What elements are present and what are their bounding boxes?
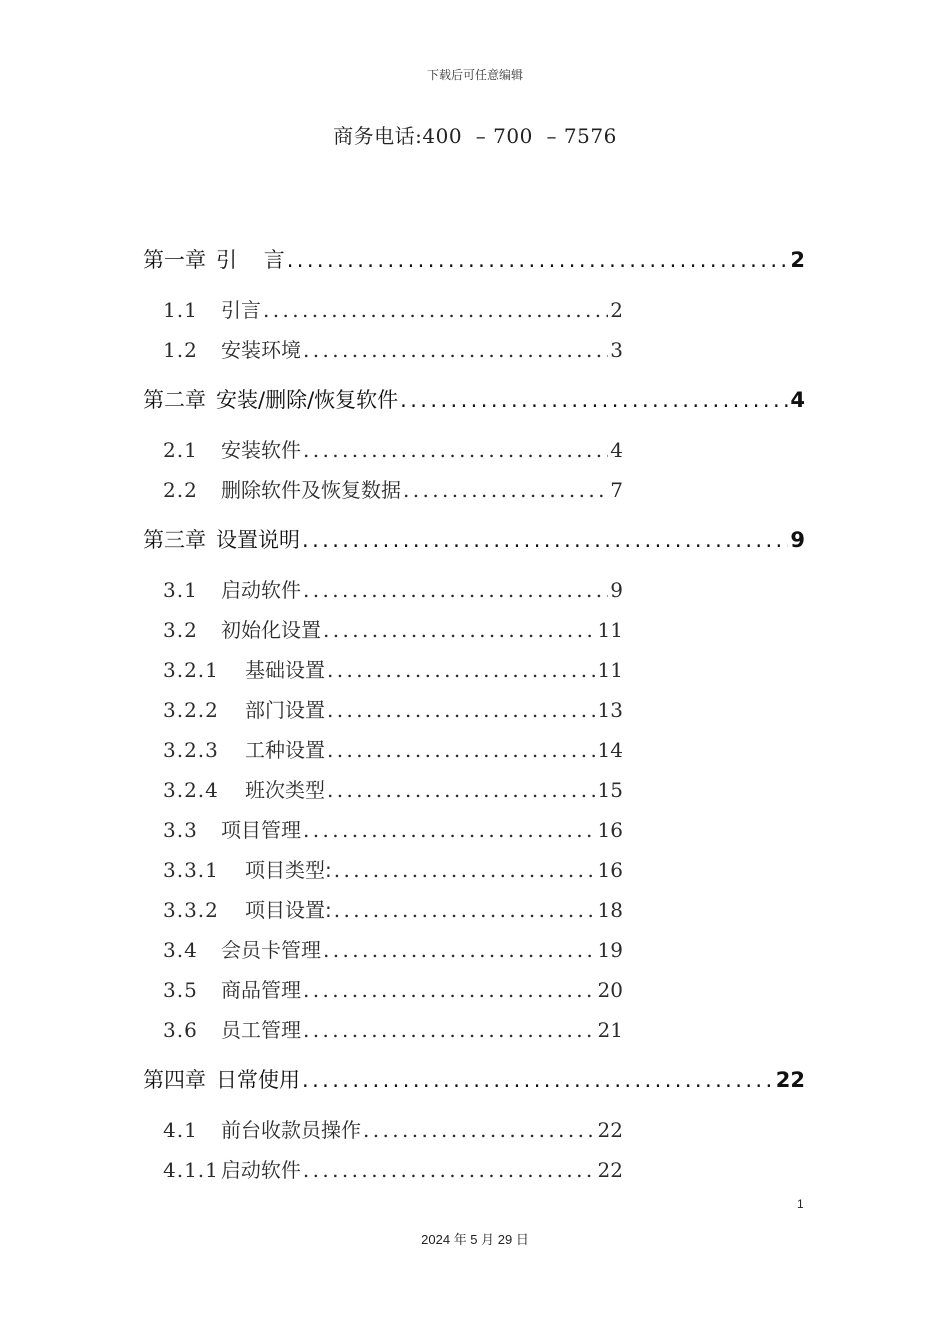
toc-entry-title: 前台收款员操作 xyxy=(221,1118,361,1142)
toc-entry-title: 工种设置 xyxy=(245,738,325,762)
toc-page-number: 9 xyxy=(610,578,623,602)
toc-entry-label xyxy=(143,384,398,414)
toc-entry-label xyxy=(163,1114,361,1143)
toc-leader-dots xyxy=(302,528,788,552)
footer-date: 2024 年 5 月 29 日 xyxy=(421,1232,529,1247)
business-phone: 商务电话:400 – 700 – 7576 xyxy=(333,124,617,148)
toc-entry-number: 3.2.3 xyxy=(163,738,219,762)
toc-entry-number: 4.1.1 xyxy=(163,1158,219,1182)
toc-entry-label xyxy=(163,474,401,503)
toc-chapter-entry[interactable] xyxy=(143,524,805,554)
toc-leader-dots xyxy=(334,898,596,922)
toc-entry-label xyxy=(143,1064,300,1094)
toc-entry-label xyxy=(163,1014,301,1043)
toc-page-number: 11 xyxy=(597,658,623,682)
toc-entry-number: 1.1 xyxy=(163,298,198,322)
toc-leader-dots xyxy=(323,618,596,642)
toc-entry-label xyxy=(163,974,301,1003)
toc-entry-number: 3.5 xyxy=(163,978,198,1002)
toc-page-number: 13 xyxy=(597,698,623,722)
toc-leader-dots xyxy=(302,1068,774,1092)
toc-section-entry[interactable] xyxy=(163,854,623,883)
toc-entry-title: 项目管理 xyxy=(221,818,301,842)
toc-entry-label xyxy=(163,1154,301,1183)
toc-entry-title: 安装/删除/恢复软件 xyxy=(216,388,399,412)
toc-entry-label xyxy=(163,894,332,923)
header-note: 下载后可任意编辑 xyxy=(426,68,523,82)
toc-entry-number: 第一章 xyxy=(143,248,206,272)
toc-entry-title: 部门设置 xyxy=(245,698,325,722)
toc-entry-label xyxy=(163,854,332,883)
toc-entry-number: 3.4 xyxy=(163,938,198,962)
toc-leader-dots xyxy=(323,938,596,962)
toc-entry-number: 第二章 xyxy=(143,388,206,412)
toc-entry-title: 班次类型 xyxy=(245,778,325,802)
toc-leader-dots xyxy=(334,858,596,882)
toc-entry-number: 3.3.1 xyxy=(163,858,219,882)
toc-entry-number: 3.2 xyxy=(163,618,198,642)
toc-page-number: 14 xyxy=(597,738,623,762)
toc-entry-title: 删除软件及恢复数据 xyxy=(221,478,401,502)
toc-entry-title: 项目类型: xyxy=(245,858,332,882)
toc-chapter-entry[interactable] xyxy=(143,244,805,274)
page-number: 1 xyxy=(797,1197,804,1211)
toc-chapter-entry[interactable] xyxy=(143,1064,805,1094)
toc-entry-label xyxy=(163,694,325,723)
toc-page-number: 4 xyxy=(610,438,623,462)
toc-leader-dots xyxy=(327,738,596,762)
toc-entry-title: 日常使用 xyxy=(216,1068,300,1092)
toc-leader-dots xyxy=(303,1018,596,1042)
toc-section-entry[interactable] xyxy=(163,334,623,363)
toc-entry-label xyxy=(163,434,301,463)
toc-entry-number: 2.1 xyxy=(163,438,198,462)
toc-page-number: 11 xyxy=(597,618,623,642)
toc-section-entry[interactable] xyxy=(163,974,623,1003)
toc-leader-dots xyxy=(400,388,788,412)
toc-entry-title: 项目设置: xyxy=(245,898,332,922)
toc-section-entry[interactable] xyxy=(163,814,623,843)
toc-leader-dots xyxy=(327,778,596,802)
toc-section-entry[interactable] xyxy=(163,654,623,683)
toc-leader-dots xyxy=(287,248,789,272)
toc-entry-number: 3.1 xyxy=(163,578,198,602)
toc-page-number: 2 xyxy=(610,298,623,322)
toc-section-entry[interactable] xyxy=(163,1154,623,1183)
toc-entry-title: 引 言 xyxy=(216,248,285,272)
toc-entry-number: 2.2 xyxy=(163,478,198,502)
toc-section-entry[interactable] xyxy=(163,294,623,323)
toc-section-entry[interactable] xyxy=(163,474,623,503)
toc-page-number: 22 xyxy=(775,1068,805,1092)
toc-section-entry[interactable] xyxy=(163,614,623,643)
toc-entry-label xyxy=(163,614,321,643)
toc-section-entry[interactable] xyxy=(163,894,623,923)
toc-entry-number: 3.2.4 xyxy=(163,778,219,802)
toc-page-number: 22 xyxy=(597,1118,623,1142)
toc-leader-dots xyxy=(327,698,596,722)
toc-leader-dots xyxy=(303,438,608,462)
toc-entry-title: 基础设置 xyxy=(245,658,325,682)
toc-entry-number: 3.6 xyxy=(163,1018,198,1042)
toc-section-entry[interactable] xyxy=(163,774,623,803)
toc-page-number: 18 xyxy=(597,898,623,922)
toc-entry-number: 3.2.1 xyxy=(163,658,219,682)
toc-page-number: 19 xyxy=(597,938,623,962)
toc-entry-title: 初始化设置 xyxy=(221,618,321,642)
toc-leader-dots xyxy=(303,578,608,602)
toc-entry-label xyxy=(163,294,261,323)
toc-page-number: 2 xyxy=(790,248,805,272)
toc-page-number: 7 xyxy=(610,478,623,502)
toc-page-number: 20 xyxy=(597,978,623,1002)
toc-page-number: 15 xyxy=(597,778,623,802)
toc-entry-title: 启动软件 xyxy=(220,1158,301,1182)
toc-section-entry[interactable] xyxy=(163,434,623,463)
toc-section-entry[interactable] xyxy=(163,934,623,963)
toc-leader-dots xyxy=(403,478,608,502)
toc-entry-label xyxy=(163,574,301,603)
toc-page-number: 3 xyxy=(610,338,623,362)
toc-entry-number: 第四章 xyxy=(143,1068,206,1092)
toc-section-entry[interactable] xyxy=(163,734,623,763)
toc-entry-title: 启动软件 xyxy=(221,578,301,602)
toc-entry-label xyxy=(163,814,301,843)
toc-leader-dots xyxy=(303,338,608,362)
toc-entry-number: 3.2.2 xyxy=(163,698,219,722)
toc-page-number: 16 xyxy=(597,858,623,882)
toc-page-number: 21 xyxy=(597,1018,623,1042)
toc-entry-title: 安装软件 xyxy=(221,438,301,462)
toc-leader-dots xyxy=(263,298,608,322)
toc-page-number: 4 xyxy=(790,388,805,412)
toc-page-number: 16 xyxy=(597,818,623,842)
toc-leader-dots xyxy=(303,818,596,842)
toc-entry-title: 安装环境 xyxy=(221,338,301,362)
toc-section-entry[interactable] xyxy=(163,574,623,603)
toc-entry-title: 会员卡管理 xyxy=(221,938,321,962)
toc-entry-label xyxy=(163,334,301,363)
toc-entry-number: 第三章 xyxy=(143,528,206,552)
toc-leader-dots xyxy=(327,658,596,682)
toc-section-entry[interactable] xyxy=(163,694,623,723)
toc-entry-label xyxy=(163,934,321,963)
toc-section-entry[interactable] xyxy=(163,1114,623,1143)
toc-entry-title: 引言 xyxy=(221,298,261,322)
toc-entry-label xyxy=(163,734,325,763)
toc-leader-dots xyxy=(363,1118,596,1142)
toc-entry-label xyxy=(163,654,325,683)
toc-entry-number: 4.1 xyxy=(163,1118,198,1142)
toc-entry-number: 3.3 xyxy=(163,818,198,842)
toc-entry-label xyxy=(143,244,285,274)
toc-entry-title: 员工管理 xyxy=(221,1018,301,1042)
toc-page-number: 22 xyxy=(597,1158,623,1182)
toc-entry-title: 设置说明 xyxy=(216,528,300,552)
toc-leader-dots xyxy=(303,1158,596,1182)
toc-entry-label xyxy=(143,524,300,554)
toc-chapter-entry[interactable] xyxy=(143,384,805,414)
toc-page-number: 9 xyxy=(790,528,805,552)
toc-entry-label xyxy=(163,774,325,803)
toc-section-entry[interactable] xyxy=(163,1014,623,1043)
toc-entry-title: 商品管理 xyxy=(221,978,301,1002)
toc-entry-number: 1.2 xyxy=(163,338,198,362)
toc-leader-dots xyxy=(303,978,596,1002)
toc-entry-number: 3.3.2 xyxy=(163,898,219,922)
